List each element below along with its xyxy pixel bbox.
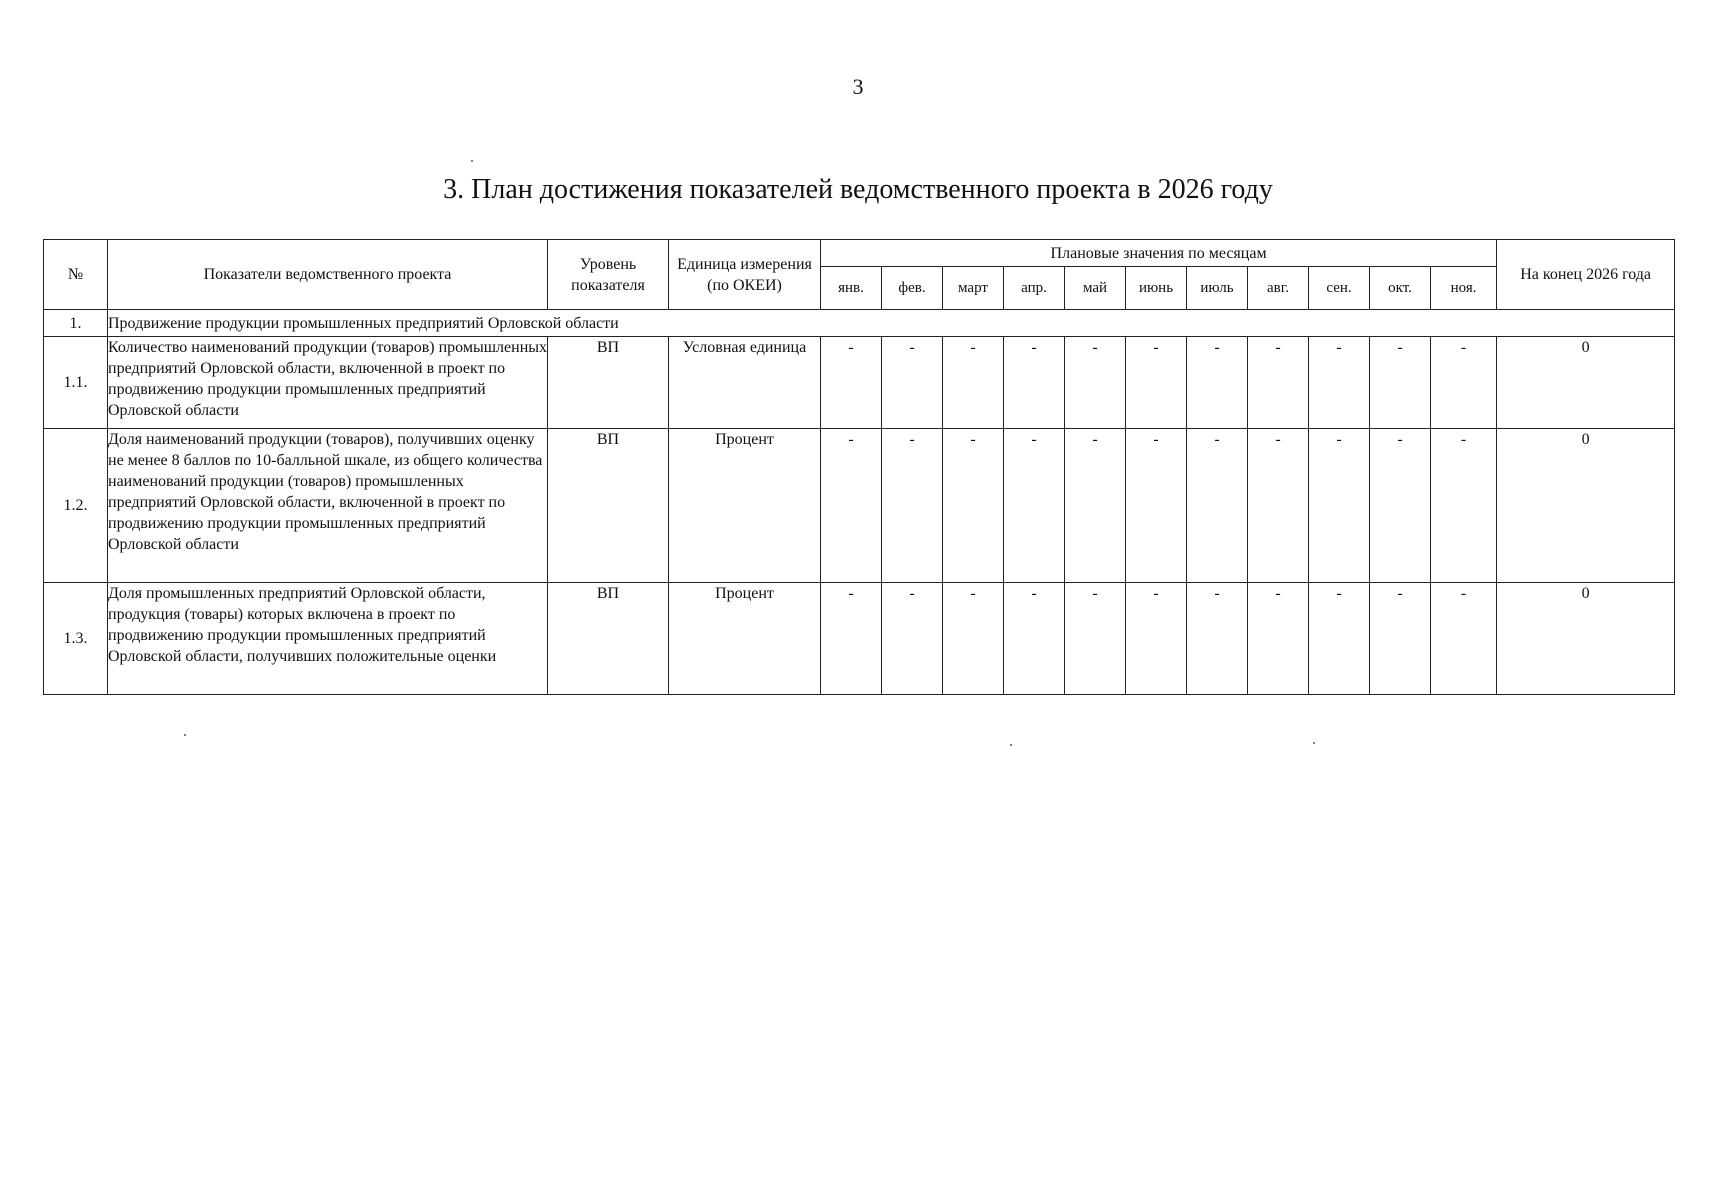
header-month: май — [1065, 267, 1126, 310]
row-month-value: - — [1248, 583, 1309, 695]
row-month-value: - — [1187, 337, 1248, 429]
header-num: № — [44, 240, 108, 310]
header-month: сен. — [1309, 267, 1370, 310]
section-row — [44, 310, 1675, 337]
row-year-end: 0 — [1497, 583, 1675, 695]
row-month-value: - — [882, 429, 943, 583]
table-header-row — [44, 240, 1675, 267]
header-year-end: На конец 2026 года — [1497, 240, 1675, 310]
row-month-value: - — [821, 583, 882, 695]
header-month: фев. — [882, 267, 943, 310]
header-level: Уровень показателя — [548, 240, 669, 310]
row-num: 1.3. — [44, 583, 108, 695]
row-month-value: - — [943, 429, 1004, 583]
page-number: 3 — [852, 74, 864, 99]
row-month-value: - — [1370, 429, 1431, 583]
header-month: апр. — [1004, 267, 1065, 310]
row-indicator: Доля промышленных предприятий Орловской области, продукция (товары) которых включена в проект по продвижению продукции промышленных предприятий Орловской области, получивших положительные оценки — [108, 583, 548, 695]
header-month: авг. — [1248, 267, 1309, 310]
row-month-value: - — [943, 583, 1004, 695]
row-month-value: - — [1065, 337, 1126, 429]
row-level: ВП — [548, 583, 669, 695]
row-month-value: - — [1248, 337, 1309, 429]
row-indicator: Количество наименований продукции (товаров) промышленных предприятий Орловской области, включенной в проект по продвижению продукции промышленных предприятий Орловской области — [108, 337, 548, 429]
table-row — [44, 583, 1675, 695]
section-title: 3. План достижения показателей ведомственного проекта в 2026 году — [443, 174, 1273, 205]
header-month: ноя. — [1431, 267, 1497, 310]
row-indicator: Доля наименований продукции (товаров), получивших оценку не менее 8 баллов по 10-балльной шкале, из общего количества наименований продукции (товаров) промышленных предприятий Орловской области, включенной в проект по продвижению продукции промышленных предприятий Орловской области — [108, 429, 548, 583]
row-month-value: - — [882, 583, 943, 695]
row-month-value: - — [1126, 583, 1187, 695]
row-month-value: - — [1309, 429, 1370, 583]
row-month-value: - — [1004, 583, 1065, 695]
row-month-value: - — [1309, 337, 1370, 429]
row-year-end: 0 — [1497, 337, 1675, 429]
row-month-value: - — [1004, 429, 1065, 583]
row-month-value: - — [1065, 583, 1126, 695]
section-num: 1. — [44, 310, 108, 337]
row-month-value: - — [1126, 429, 1187, 583]
header-month: июнь — [1126, 267, 1187, 310]
row-unit: Процент — [669, 583, 821, 695]
row-month-value: - — [821, 337, 882, 429]
header-month: июль — [1187, 267, 1248, 310]
table-row — [44, 337, 1675, 429]
row-month-value: - — [1187, 583, 1248, 695]
header-month: окт. — [1370, 267, 1431, 310]
header-month: янв. — [821, 267, 882, 310]
row-month-value: - — [1370, 337, 1431, 429]
header-unit: Единица измерения (по ОКЕИ) — [669, 240, 821, 310]
table-row — [44, 429, 1675, 583]
row-level: ВП — [548, 429, 669, 583]
section-name: Продвижение продукции промышленных предприятий Орловской области — [108, 310, 1675, 337]
row-month-value: - — [882, 337, 943, 429]
row-unit: Процент — [669, 429, 821, 583]
scan-speck — [1010, 744, 1012, 746]
row-month-value: - — [1065, 429, 1126, 583]
row-level: ВП — [548, 337, 669, 429]
row-year-end: 0 — [1497, 429, 1675, 583]
header-indicator: Показатели ведомственного проекта — [108, 240, 548, 310]
indicators-plan-table — [43, 239, 1675, 695]
row-month-value: - — [1004, 337, 1065, 429]
row-month-value: - — [1309, 583, 1370, 695]
row-month-value: - — [1126, 337, 1187, 429]
header-month: март — [943, 267, 1004, 310]
row-num: 1.1. — [44, 337, 108, 429]
row-month-value: - — [1431, 337, 1497, 429]
row-unit: Условная единица — [669, 337, 821, 429]
row-month-value: - — [1370, 583, 1431, 695]
row-month-value: - — [821, 429, 882, 583]
scan-speck — [1313, 742, 1315, 744]
row-num: 1.2. — [44, 429, 108, 583]
row-month-value: - — [1187, 429, 1248, 583]
row-month-value: - — [1431, 583, 1497, 695]
scan-speck — [184, 734, 186, 736]
row-month-value: - — [1431, 429, 1497, 583]
scan-speck — [471, 160, 473, 162]
row-month-value: - — [943, 337, 1004, 429]
row-month-value: - — [1248, 429, 1309, 583]
header-monthly-group: Плановые значения по месяцам — [821, 240, 1497, 267]
